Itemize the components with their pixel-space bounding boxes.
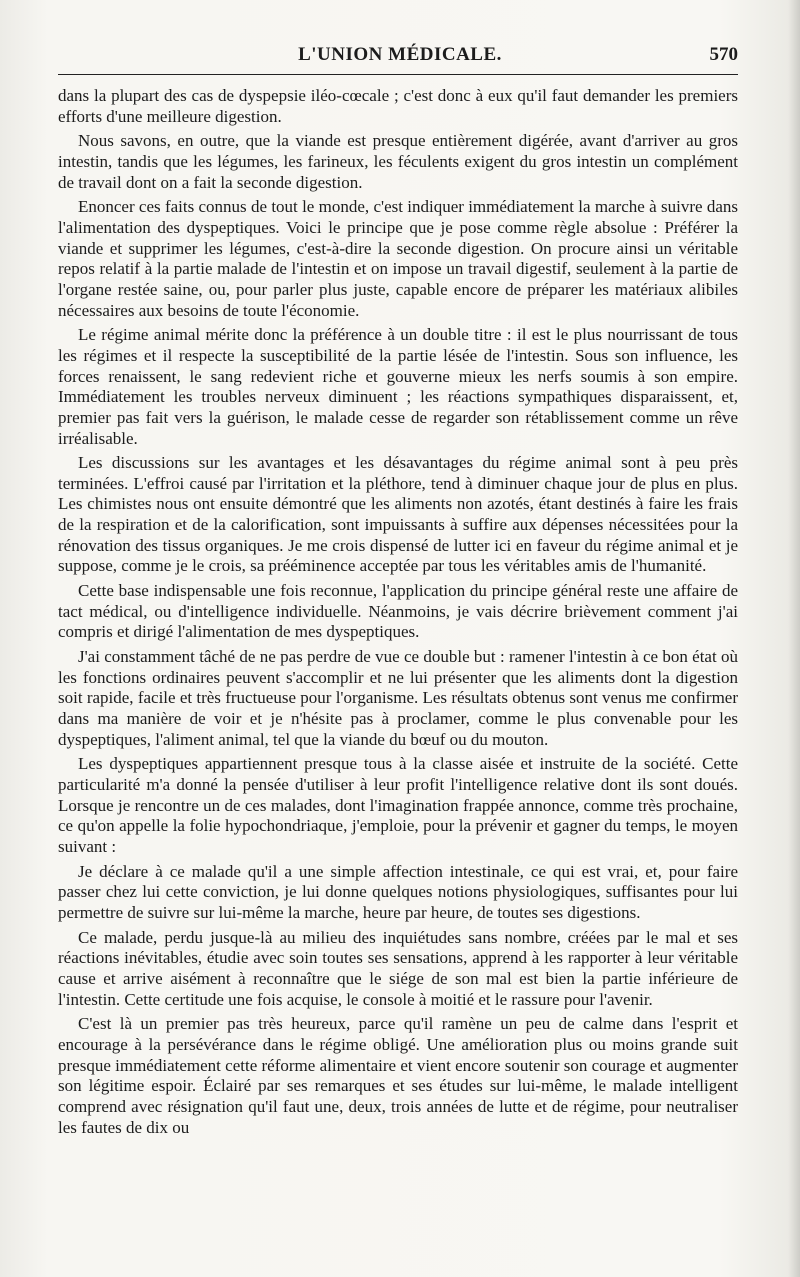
paragraph: Ce malade, perdu jusque-là au milieu des inquiétudes sans nombre, créées par le mal et ses réactions inévitables, étudie avec soin toutes ses sensations, apprend à les rapporter à leur véritable cause et arrive aisément à reconnaître que le siége de son mal est bien la partie inférieure de l'intestin. Cette certitude une fois acquise, le console à moitié et le rassure pour l'avenir.: [58, 927, 738, 1009]
article-body: [58, 86, 738, 1138]
paragraph: J'ai constamment tâché de ne pas perdre de vue ce double but : ramener l'intestin à ce bon état où les fonctions ordinaires peuvent s'accomplir et ne lui présenter que les aliments dont la digestion soit rapide, facile et très fructueuse pour l'organisme. Les résultats obtenus sont venus me confirmer dans ma manière de voir et je n'hésite pas à proclamer, comme le plus convenable pour les dyspeptiques, l'aliment animal, tel que la viande du bœuf ou du mouton.: [58, 647, 738, 749]
paragraph: Enoncer ces faits connus de tout le monde, c'est indiquer immédiatement la marche à suivre dans l'alimentation des dyspeptiques. Voici le principe que je pose comme règle absolue : Préférer la viande et supprimer les légumes, c'est-à-dire la seconde digestion. On procure ainsi un véritable repos relatif à la partie malade de l'intestin et on impose un travail digestif, seulement à la partie de l'organe restée saine, ou, pour parler plus juste, capable encore de préparer les matériaux alibiles nécessaires aux besoins de toute l'économie.: [58, 197, 738, 320]
paragraph: Les dyspeptiques appartiennent presque tous à la classe aisée et instruite de la société. Cette particularité m'a donné la pensée d'utiliser à leur profit l'intelligence relative dont ils sont doués. Lorsque je rencontre un de ces malades, dont l'imagination frappée annonce, comme très prochaine, ce qu'on appelle la folie hypochondriaque, j'emploie, pour la prévenir et gagner du temps, le moyen suivant :: [58, 754, 738, 856]
running-header: [58, 42, 742, 72]
paragraph: Les discussions sur les avantages et les désavantages du régime animal sont à peu près terminées. L'effroi causé par l'irritation et la pléthore, tend à diminuer chaque jour de plus en plus. Les chimistes nous ont ensuite démontré que les aliments non azotés, étant destinés à faire les frais de la respiration et de la calorification, sont impuissants à suffire aux dépenses nécessitées pour la rénovation des tissus organiques. Je me crois dispensé de lutter ici en faveur du régime animal et je suppose, comme je le crois, sa prééminence acceptée par tous les véritables amis de l'humanité.: [58, 453, 738, 576]
page-number: 570: [709, 44, 738, 65]
journal-title: L'UNION MÉDICALE.: [298, 44, 502, 65]
paragraph: Le régime animal mérite donc la préférence à un double titre : il est le plus nourrissant de tous les régimes et il respecte la susceptibilité de la partie lésée de l'intestin. Sous son influence, les forces renaissent, le sang redevient riche et gouverne mieux les nerfs soumis à son empire. Immédiatement les troubles nerveux diminuent ; les réactions sympathiques disparaissent, et, premier pas fait vers la guérison, le malade cesse de regarder son rétablissement comme un rêve irréalisable.: [58, 325, 738, 448]
header-rule: [58, 74, 738, 75]
paragraph: Cette base indispensable une fois reconnue, l'application du principe général reste une affaire de tact médical, ou d'intelligence individuelle. Néanmoins, je vais décrire brièvement comment j'ai compris et dirigé l'alimentation de mes dyspeptiques.: [58, 581, 738, 642]
page-edge-shadow: [788, 0, 800, 1277]
paragraph: Je déclare à ce malade qu'il a une simple affection intestinale, ce qui est vrai, et, pour faire passer chez lui cette conviction, je lui donne quelques notions physiologiques, suffisantes pour lui permettre de suivre sur lui-même la marche, heure par heure, de toutes ses digestions.: [58, 861, 738, 922]
paragraph: C'est là un premier pas très heureux, parce qu'il ramène un peu de calme dans l'esprit et encourage à la persévérance dans le régime obligé. Une amélioration plus ou moins grande suit presque immédiatement cette réforme alimentaire et vient encore soutenir son courage et augmenter son légitime espoir. Éclairé par ses remarques et ses études sur lui-même, le malade intelligent comprend avec résignation qu'il faut une, deux, trois années de lutte et de régime, pour neutraliser les fautes de dix ou: [58, 1014, 738, 1137]
paragraph: dans la plupart des cas de dyspepsie iléo-cœcale ; c'est donc à eux qu'il faut demander les premiers efforts d'une meilleure digestion.: [58, 86, 738, 126]
paragraph: Nous savons, en outre, que la viande est presque entièrement digérée, avant d'arriver au gros intestin, tandis que les légumes, les farineux, les féculents exigent du gros intestin un complément de travail dont on a fait la seconde digestion.: [58, 131, 738, 192]
